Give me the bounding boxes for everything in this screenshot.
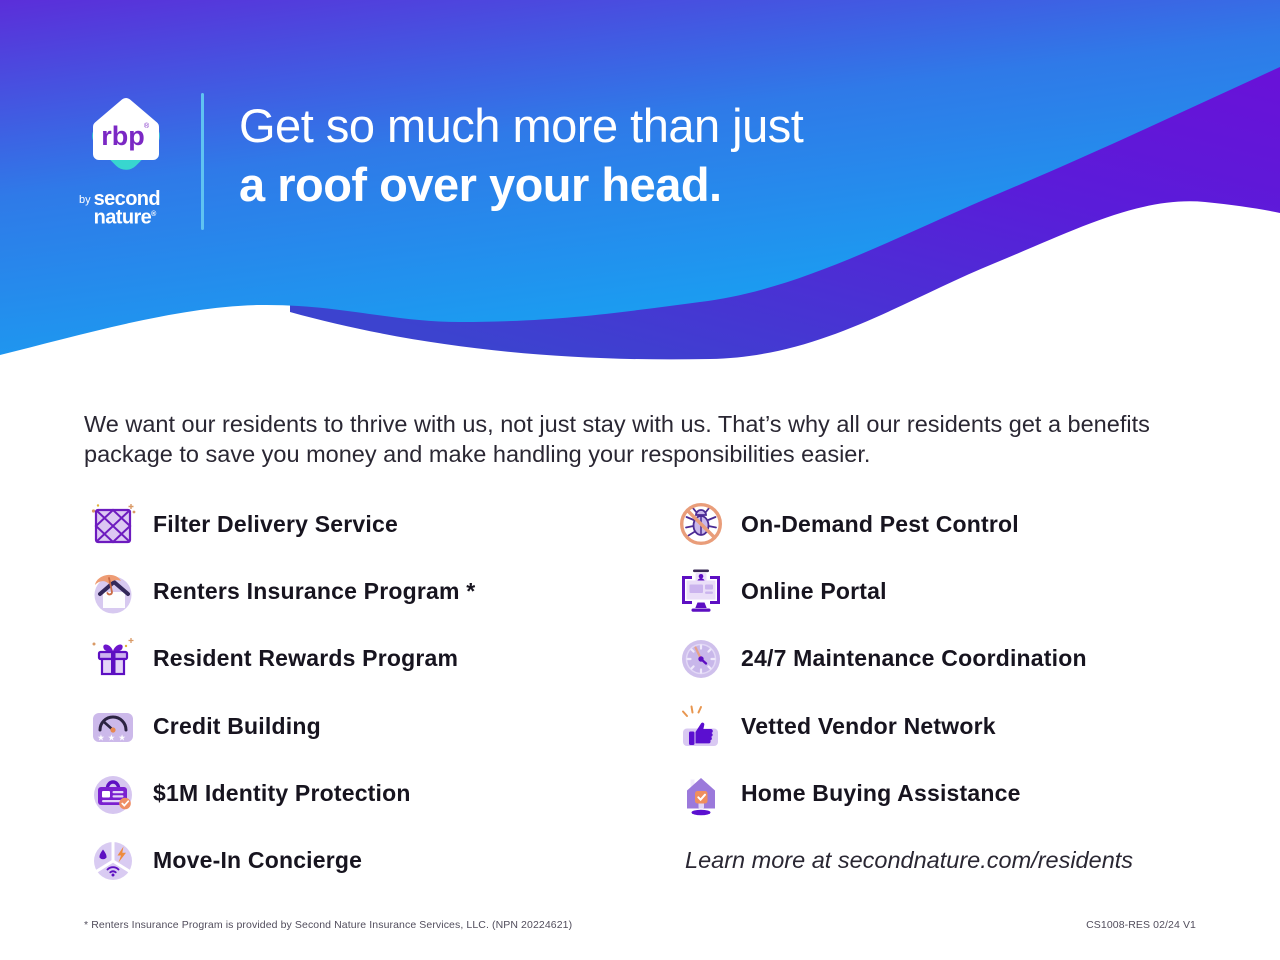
thumbs-up-icon [678, 703, 724, 749]
online-portal-icon [678, 568, 724, 614]
benefits-column-right [678, 501, 1087, 838]
intro-paragraph: We want our residents to thrive with us, not just stay with us. That’s why all our residents get a benefits package to save you money and make handling your responsibilities easier. [84, 411, 1150, 467]
benefit-row-resident-rewards [90, 636, 475, 682]
benefit-row-home-buying [678, 771, 1087, 817]
svg-text:★★★: ★★★ [97, 732, 129, 743]
benefit-label: Online Portal [741, 577, 887, 604]
id-badge-icon [90, 771, 136, 817]
headline-line-1: Get so much more than just [239, 99, 804, 152]
home-check-icon [678, 771, 724, 817]
rbp-logo [82, 90, 170, 186]
benefit-row-credit-building [90, 703, 475, 749]
benefit-label: Vetted Vendor Network [741, 712, 996, 739]
headline [239, 96, 803, 214]
benefit-label: Move-In Concierge [153, 847, 363, 874]
benefit-label: Filter Delivery Service [153, 510, 398, 537]
footer-doc-code: CS1008-RES 02/24 V1 [1086, 919, 1196, 931]
learn-more-link[interactable]: Learn more at secondnature.com/residents [685, 847, 1134, 873]
byline-second: second [93, 188, 161, 210]
byline-nature: nature® [93, 206, 156, 229]
benefit-row-renters-insurance [90, 568, 475, 614]
benefit-row-maintenance [678, 636, 1087, 682]
byline-by: by [79, 194, 91, 206]
benefits-column-left [90, 501, 475, 905]
benefit-row-identity-protection [90, 771, 475, 817]
byline-reg-mark: ® [151, 211, 156, 218]
benefit-label: $1M Identity Protection [153, 780, 411, 807]
benefit-label: Resident Rewards Program [153, 645, 459, 672]
gift-box-icon [90, 636, 136, 682]
benefit-label: On-Demand Pest Control [741, 510, 1019, 537]
benefit-row-filter-delivery [90, 501, 475, 547]
logo-reg-mark: ® [144, 123, 150, 130]
clock-icon [678, 636, 724, 682]
benefit-label: Renters Insurance Program * [153, 577, 476, 604]
footer-disclaimer: * Renters Insurance Program is provided by Second Nature Insurance Services, LLC. (NPN 20224621) [84, 919, 573, 931]
benefit-label: Credit Building [153, 712, 321, 739]
no-pests-icon [678, 501, 724, 547]
logo-byline [79, 188, 161, 229]
benefit-row-vendor-network [678, 703, 1087, 749]
umbrella-house-icon [90, 568, 136, 614]
benefit-label: 24/7 Maintenance Coordination [741, 645, 1087, 672]
air-filter-icon [90, 501, 136, 547]
utilities-trio-icon [90, 838, 136, 884]
logo-brand-text: rbp [101, 121, 145, 151]
logo-divider-line [201, 93, 204, 230]
headline-line-2: a roof over your head. [239, 158, 722, 211]
credit-gauge-icon [90, 703, 136, 749]
benefit-row-move-in-concierge [90, 838, 475, 884]
benefit-row-online-portal [678, 568, 1087, 614]
benefit-row-pest-control [678, 501, 1087, 547]
benefit-label: Home Buying Assistance [741, 780, 1021, 807]
